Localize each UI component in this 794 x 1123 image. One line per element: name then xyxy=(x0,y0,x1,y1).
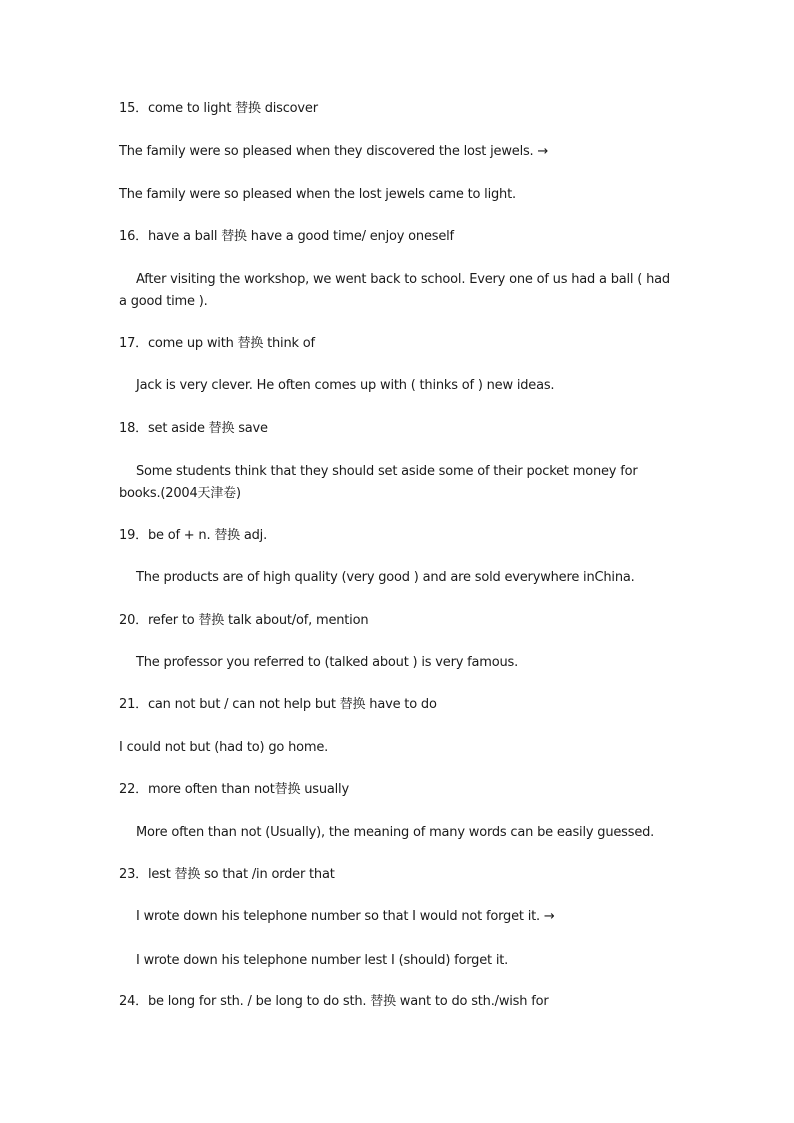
item-heading-20: 20．refer to 替换 talk about/of, mention xyxy=(119,613,369,628)
item-heading-24: 24．be long for sth. / be long to do sth. 替换 want to do sth./wish for xyxy=(119,994,549,1009)
item-text-23-line-2: I wrote down his telephone number lest I (should) forget it. xyxy=(136,953,509,968)
item-text-15-line-1: The family were so pleased when they discovered the lost jewels. → xyxy=(119,144,549,159)
item-heading-18: 18．set aside 替换 save xyxy=(119,421,268,436)
item-heading-19: 19．be of + n. 替换 adj. xyxy=(119,528,268,543)
item-heading-23: 23．lest 替换 so that /in order that xyxy=(119,867,335,882)
item-text-16: After visiting the workshop, we went back to school. Every one of us had a ball ( had a good time ). xyxy=(119,272,670,309)
item-text-20: The professor you referred to (talked about ) is very famous. xyxy=(136,655,519,670)
item-text-23-line-1: I wrote down his telephone number so that I would not forget it. → xyxy=(136,909,555,924)
item-text-17: Jack is very clever. He often comes up with ( thinks of ) new ideas. xyxy=(136,378,555,393)
item-heading-17: 17．come up with 替换 think of xyxy=(119,336,315,351)
item-heading-22: 22．more often than not替换 usually xyxy=(119,782,349,797)
item-text-21: I could not but (had to) go home. xyxy=(119,740,329,755)
item-heading-15: 15．come to light 替换 discover xyxy=(119,101,318,116)
item-text-15-line-2: The family were so pleased when the lost jewels came to light. xyxy=(119,187,516,202)
item-text-19: The products are of high quality (very good ) and are sold everywhere inChina. xyxy=(136,570,635,585)
item-heading-21: 21．can not but / can not help but 替换 have to do xyxy=(119,697,437,712)
item-text-18: Some students think that they should set aside some of their pocket money for books.(2004天津卷) xyxy=(119,464,638,501)
item-text-22: More often than not (Usually), the meaning of many words can be easily guessed. xyxy=(136,825,655,840)
item-heading-16: 16．have a ball 替换 have a good time/ enjoy oneself xyxy=(119,229,454,244)
